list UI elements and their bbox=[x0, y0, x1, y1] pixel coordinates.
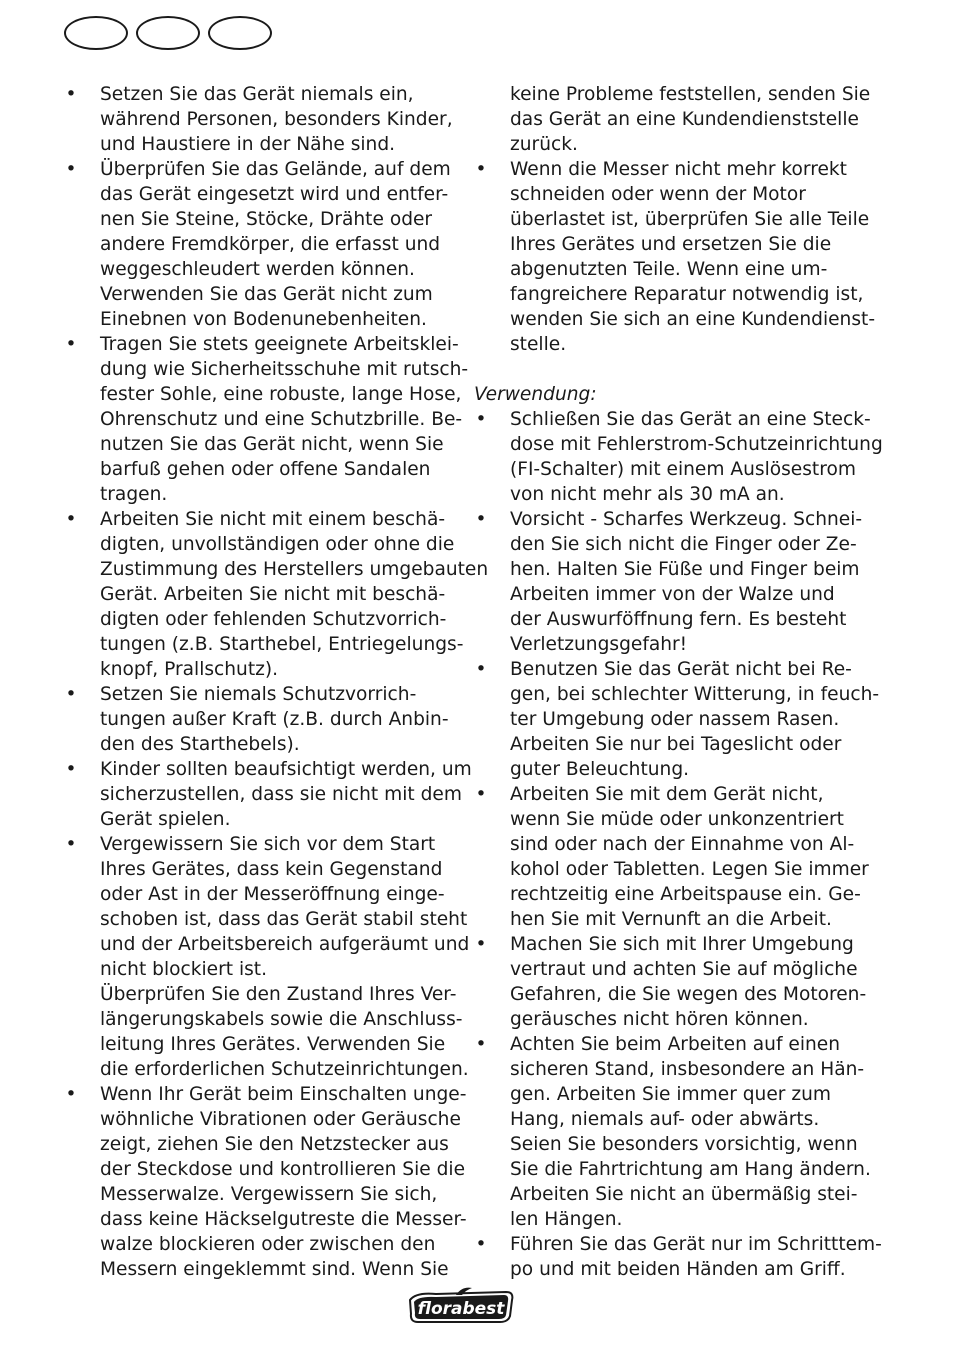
bullet-dot: • bbox=[65, 834, 77, 855]
logo-text: florabest bbox=[417, 1299, 505, 1319]
text-line: Machen Sie sich mit Ihrer Umgebung bbox=[510, 934, 854, 955]
bullet-dot: • bbox=[65, 84, 77, 105]
text-line: Hang, niemals auf- oder abwärts. bbox=[510, 1109, 820, 1130]
bullet-dot: • bbox=[475, 1034, 487, 1055]
text-line: von nicht mehr als 30 mA an. bbox=[510, 484, 785, 505]
text-line: po und mit beiden Händen am Griff. bbox=[510, 1259, 846, 1280]
text-line: das Gerät eingesetzt wird und entfer- bbox=[100, 184, 449, 205]
text-line: Wenn Ihr Gerät beim Einschalten unge- bbox=[100, 1084, 467, 1105]
text-line: den Sie sich nicht die Finger oder Ze- bbox=[510, 534, 857, 555]
bullet-item bbox=[474, 1232, 882, 1282]
bullet-item bbox=[64, 832, 470, 1082]
bullet-dot: • bbox=[65, 684, 77, 705]
text-line: schneiden oder wenn der Motor bbox=[510, 184, 806, 205]
text-line: nen Sie Steine, Stöcke, Drähte oder bbox=[100, 209, 433, 230]
text-line: nicht blockiert ist. bbox=[100, 959, 267, 980]
bullet-list-usage bbox=[474, 407, 883, 1282]
text-line: gen. Arbeiten Sie immer quer zum bbox=[510, 1084, 831, 1105]
text-line: Arbeiten Sie nicht mit einem beschä- bbox=[100, 509, 446, 530]
text-line: tungen außer Kraft (z.B. durch Anbin- bbox=[100, 709, 449, 730]
bullet-list-top bbox=[474, 157, 876, 357]
text-line: sicheren Stand, insbesondere an Hän- bbox=[510, 1059, 865, 1080]
bullet-dot: • bbox=[475, 934, 487, 955]
text-line: stelle. bbox=[510, 334, 567, 355]
bullet-item bbox=[474, 407, 883, 507]
text-line: walze blockieren oder zwischen den bbox=[100, 1234, 436, 1255]
bullet-item bbox=[474, 932, 867, 1032]
text-line: guter Beleuchtung. bbox=[510, 759, 690, 780]
text-line: Achten Sie beim Arbeiten auf einen bbox=[510, 1034, 841, 1055]
bullet-item bbox=[64, 682, 454, 757]
language-oval-3 bbox=[208, 16, 272, 50]
bullet-item bbox=[474, 657, 880, 782]
text-line: andere Fremdkörper, die erfasst und bbox=[100, 234, 441, 255]
text-line: leitung Ihres Gerätes. Verwenden Sie bbox=[100, 1034, 446, 1055]
bullet-item bbox=[474, 1032, 871, 1232]
text-line: nutzen Sie das Gerät nicht, wenn Sie bbox=[100, 434, 444, 455]
text-line: keine Probleme feststellen, senden Sie bbox=[510, 84, 871, 105]
section-heading: Verwendung: bbox=[474, 384, 597, 405]
text-line: ter Umgebung oder nassem Rasen. bbox=[510, 709, 840, 730]
left-column bbox=[64, 82, 489, 1282]
text-line: und Haustiere in der Nähe sind. bbox=[100, 134, 396, 155]
text-line: Verletzungsgefahr! bbox=[510, 634, 688, 655]
text-line: die erforderlichen Schutzeinrichtungen. bbox=[100, 1059, 469, 1080]
text-line: dass keine Häckselgutreste die Messer- bbox=[100, 1209, 467, 1230]
bullet-dot: • bbox=[475, 659, 487, 680]
text-line: Sie die Fahrtrichtung am Hang ändern. bbox=[510, 1159, 871, 1180]
text-line: Zustimmung des Herstellers umgebauten bbox=[100, 559, 489, 580]
bullet-dot: • bbox=[475, 509, 487, 530]
text-line: Ihres Gerätes und ersetzen Sie die bbox=[510, 234, 832, 255]
bullet-item bbox=[64, 1082, 467, 1282]
text-line: wöhnliche Vibrationen oder Geräusche bbox=[100, 1109, 461, 1130]
bullet-item bbox=[474, 782, 869, 932]
bullet-dot: • bbox=[65, 1084, 77, 1105]
text-line: (FI-Schalter) mit einem Auslösestrom bbox=[510, 459, 856, 480]
text-line: knopf, Prallschutz). bbox=[100, 659, 279, 680]
text-line: kohol oder Tabletten. Legen Sie immer bbox=[510, 859, 869, 880]
text-line: gen, bei schlechter Witterung, in feuch- bbox=[510, 684, 880, 705]
text-line: der Auswurföffnung fern. Es besteht bbox=[510, 609, 847, 630]
bullet-item bbox=[64, 82, 454, 157]
continuation-paragraph bbox=[474, 82, 871, 157]
text-line: schoben ist, dass das Gerät stabil steht bbox=[100, 909, 468, 930]
language-selector bbox=[64, 16, 276, 54]
text-line: Arbeiten Sie nur bei Tageslicht oder bbox=[510, 734, 842, 755]
text-line: wenn Sie müde oder unkonzentriert bbox=[510, 809, 844, 830]
text-line: dose mit Fehlerstrom-Schutzeinrichtung bbox=[510, 434, 883, 455]
bullet-item bbox=[64, 507, 489, 682]
text-line: Setzen Sie niemals Schutzvorrich- bbox=[100, 684, 417, 705]
text-line: oder Ast in der Messeröffnung einge- bbox=[100, 884, 445, 905]
text-line: längerungskabels sowie die Anschluss- bbox=[100, 1009, 463, 1030]
text-line: Tragen Sie stets geeignete Arbeitsklei- bbox=[100, 334, 459, 355]
bullet-dot: • bbox=[65, 509, 77, 530]
text-line: und der Arbeitsbereich aufgeräumt und bbox=[100, 934, 470, 955]
text-line: während Personen, besonders Kinder, bbox=[100, 109, 453, 130]
text-line: den des Starthebels). bbox=[100, 734, 300, 755]
text-line: Verwenden Sie das Gerät nicht zum bbox=[100, 284, 433, 305]
bullet-item bbox=[64, 757, 472, 832]
text-line: digten, unvollständigen oder ohne die bbox=[100, 534, 455, 555]
text-line: das Gerät an eine Kundendienststelle bbox=[510, 109, 859, 130]
language-oval-2 bbox=[136, 16, 200, 50]
text-line: Wenn die Messer nicht mehr korrekt bbox=[510, 159, 847, 180]
text-line: Ohrenschutz und eine Schutzbrille. Be- bbox=[100, 409, 463, 430]
bullet-dot: • bbox=[475, 1234, 487, 1255]
text-line: Kinder sollten beaufsichtigt werden, um bbox=[100, 759, 472, 780]
bullet-dot: • bbox=[65, 159, 77, 180]
text-line: vertraut und achten Sie auf mögliche bbox=[510, 959, 858, 980]
text-line: Arbeiten Sie nicht an übermäßig stei- bbox=[510, 1184, 858, 1205]
text-line: rechtzeitig eine Arbeitspause ein. Ge- bbox=[510, 884, 861, 905]
bullet-dot: • bbox=[65, 334, 77, 355]
text-line: Gefahren, die Sie wegen des Motoren- bbox=[510, 984, 867, 1005]
bullet-dot: • bbox=[475, 159, 487, 180]
text-line: Seien Sie besonders vorsichtig, wenn bbox=[510, 1134, 858, 1155]
text-line: hen. Halten Sie Füße und Finger beim bbox=[510, 559, 860, 580]
text-line: weggeschleudert werden können. bbox=[100, 259, 415, 280]
text-line: len Hängen. bbox=[510, 1209, 623, 1230]
text-line: Gerät spielen. bbox=[100, 809, 231, 830]
language-oval-1 bbox=[64, 16, 128, 50]
text-line: fester Sohle, eine robuste, lange Hose, bbox=[100, 384, 462, 405]
text-line: Überprüfen Sie das Gelände, auf dem bbox=[100, 159, 451, 180]
text-line: Überprüfen Sie den Zustand Ihres Ver- bbox=[100, 984, 457, 1005]
text-line: Schließen Sie das Gerät an eine Steck- bbox=[510, 409, 871, 430]
text-line: Messerwalze. Vergewissern Sie sich, bbox=[100, 1184, 438, 1205]
text-line: tragen. bbox=[100, 484, 168, 505]
text-line: Setzen Sie das Gerät niemals ein, bbox=[100, 84, 414, 105]
text-line: überlastet ist, überprüfen Sie alle Teile bbox=[510, 209, 870, 230]
text-line: fangreichere Reparatur notwendig ist, bbox=[510, 284, 864, 305]
bullet-item bbox=[64, 332, 469, 507]
text-line: Ihres Gerätes, dass kein Gegenstand bbox=[100, 859, 443, 880]
text-line: barfuß gehen oder offene Sandalen bbox=[100, 459, 431, 480]
bullet-dot: • bbox=[475, 409, 487, 430]
text-line: dung wie Sicherheitsschuhe mit rutsch- bbox=[100, 359, 469, 380]
bullet-dot: • bbox=[65, 759, 77, 780]
text-line: Arbeiten Sie mit dem Gerät nicht, bbox=[510, 784, 824, 805]
text-line: Messern eingeklemmt sind. Wenn Sie bbox=[100, 1259, 449, 1280]
bullet-item bbox=[474, 157, 876, 357]
text-line: Benutzen Sie das Gerät nicht bei Re- bbox=[510, 659, 852, 680]
bullet-item bbox=[474, 507, 864, 657]
text-line: Führen Sie das Gerät nur im Schritttem- bbox=[510, 1234, 882, 1255]
right-column bbox=[474, 82, 883, 1282]
text-line: Gerät. Arbeiten Sie nicht mit beschä- bbox=[100, 584, 446, 605]
text-line: Vorsicht - Scharfes Werkzeug. Schnei- bbox=[510, 509, 863, 530]
text-line: Einebnen von Bodenunebenheiten. bbox=[100, 309, 427, 330]
text-line: abgenutzten Teile. Wenn eine um- bbox=[510, 259, 828, 280]
text-line: sind oder nach der Einnahme von Al- bbox=[510, 834, 855, 855]
text-line: der Steckdose und kontrollieren Sie die bbox=[100, 1159, 466, 1180]
text-line: zurück. bbox=[510, 134, 578, 155]
text-line: Arbeiten immer von der Walze und bbox=[510, 584, 835, 605]
text-line: Vergewissern Sie sich vor dem Start bbox=[100, 834, 436, 855]
text-line: hen Sie mit Vernunft an die Arbeit. bbox=[510, 909, 832, 930]
text-line: wenden Sie sich an eine Kundendienst- bbox=[510, 309, 876, 330]
bullet-item bbox=[64, 157, 454, 332]
text-line: digten oder fehlenden Schutzvorrich- bbox=[100, 609, 447, 630]
text-line: geräusches nicht hören können. bbox=[510, 1009, 809, 1030]
florabest-logo bbox=[406, 1286, 516, 1326]
text-line: zeigt, ziehen Sie den Netzstecker aus bbox=[100, 1134, 449, 1155]
text-line: tungen (z.B. Starthebel, Entriegelungs- bbox=[100, 634, 464, 655]
bullet-dot: • bbox=[475, 784, 487, 805]
text-line: sicherzustellen, dass sie nicht mit dem bbox=[100, 784, 462, 805]
